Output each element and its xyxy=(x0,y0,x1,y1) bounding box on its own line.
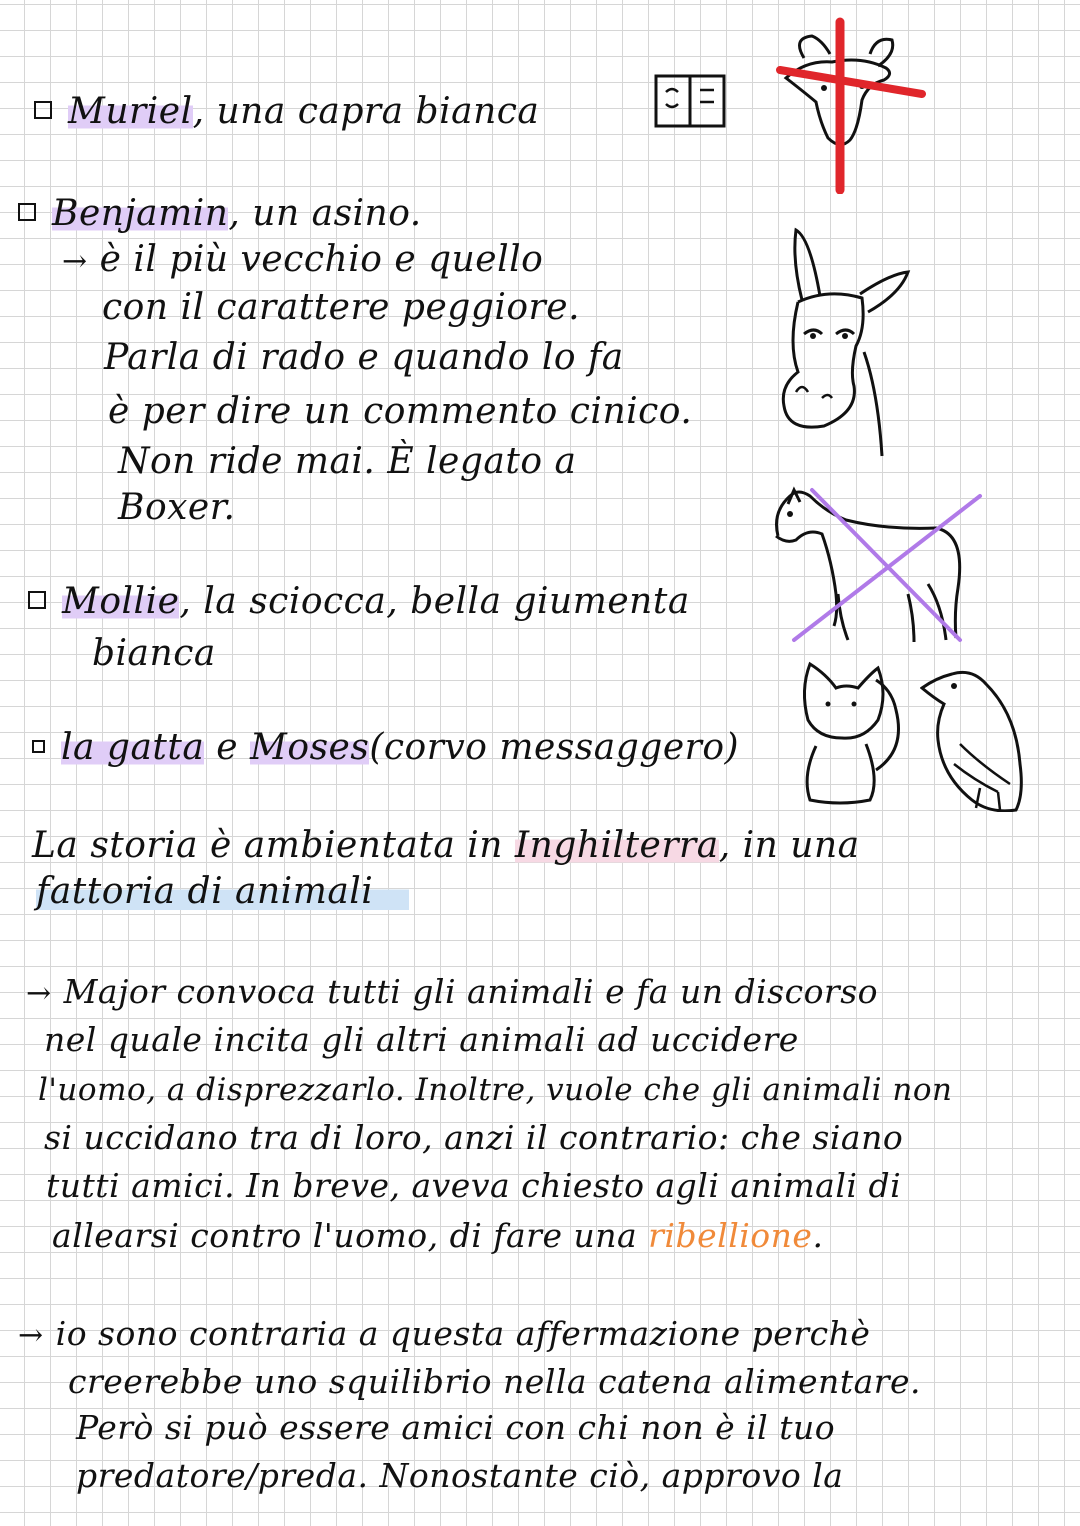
character-name: Benjamin xyxy=(52,193,229,234)
benjamin-detail-2: con il carattere peggiore. xyxy=(102,287,581,328)
major-line-3: l'uomo, a disprezzarlo. Inoltre, vuole che gli animali non xyxy=(38,1072,953,1108)
cat-icon xyxy=(796,660,906,808)
benjamin-detail-6: Boxer. xyxy=(118,487,236,528)
opinion-line-1: → io sono contraria a questa affermazione perchè xyxy=(18,1314,871,1353)
cat-moses-line: la gatta e Moses(corvo messaggero) xyxy=(32,724,739,772)
opinion-line-3: Però si può essere amici con chi non è il tuo xyxy=(76,1408,836,1447)
cat-name: la gatta xyxy=(61,727,205,768)
checkbox-icon xyxy=(32,740,45,753)
mollie-line-2: bianca xyxy=(92,633,216,674)
checkbox-icon xyxy=(34,101,52,119)
character-name: Muriel xyxy=(68,91,193,132)
benjamin-detail-5: Non ride mai. È legato a xyxy=(118,441,577,482)
muriel-line xyxy=(34,88,539,136)
major-line-4: si uccidano tra di loro, anzi il contrario: che siano xyxy=(44,1118,904,1157)
crow-description: (corvo messaggero) xyxy=(369,727,740,768)
checkbox-icon xyxy=(28,591,46,609)
setting-line-2 xyxy=(36,868,409,916)
benjamin-detail-1: → è il più vecchio e quello xyxy=(62,239,544,280)
crow-name: Moses xyxy=(250,727,370,768)
setting-farm: fattoria di animali xyxy=(36,871,409,912)
benjamin-line xyxy=(18,190,422,238)
setting-line-1: La storia è ambientata in Inghilterra, in una xyxy=(32,825,860,866)
character-description: , la sciocca, bella giumenta xyxy=(179,581,690,622)
donkey-head-icon xyxy=(772,222,912,462)
major-line-1: → Major convoca tutti gli animali e fa un discorso xyxy=(26,972,879,1011)
setting-place: Inghilterra xyxy=(514,825,719,866)
highlight-word: ribellione xyxy=(648,1216,813,1255)
arrow-right-icon: → xyxy=(26,976,52,1011)
goat-head-icon xyxy=(774,14,926,194)
arrow-right-icon: → xyxy=(62,244,88,279)
book-icon xyxy=(652,70,730,132)
character-description: , un asino. xyxy=(228,193,422,234)
benjamin-detail-4: è per dire un commento cinico. xyxy=(108,391,693,432)
major-line-5: tutti amici. In breve, aveva chiesto agli animali di xyxy=(46,1166,902,1205)
checkbox-icon xyxy=(18,203,36,221)
crow-icon xyxy=(920,668,1030,812)
horse-icon xyxy=(768,484,988,648)
benjamin-detail-3: Parla di rado e quando lo fa xyxy=(104,337,624,378)
mollie-line xyxy=(28,578,690,626)
major-line-6: allearsi contro l'uomo, di fare una ribellione. xyxy=(52,1216,824,1255)
arrow-right-icon: → xyxy=(18,1318,44,1353)
character-name: Mollie xyxy=(62,581,180,622)
character-description: , una capra bianca xyxy=(192,91,540,132)
opinion-line-2: creerebbe uno squilibrio nella catena alimentare. xyxy=(68,1362,922,1401)
opinion-line-4: predatore/preda. Nonostante ciò, approvo la xyxy=(76,1456,844,1495)
major-line-2: nel quale incita gli altri animali ad uccidere xyxy=(44,1020,799,1059)
